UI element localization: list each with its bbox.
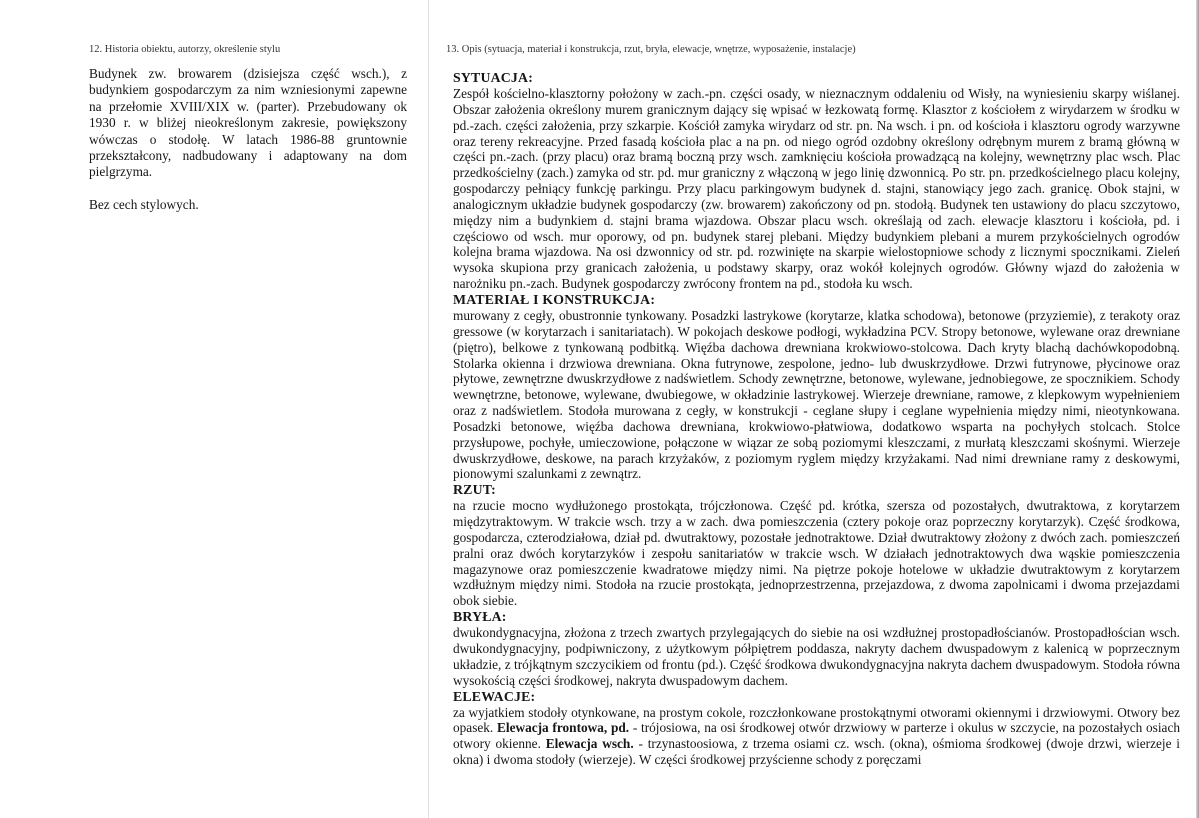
elewacja-frontowa-text: - trójosiowa, na osi środkowej otwór drzwiowy w parterze i okulus w szczycie, na pozostałych osiach otwory okienne.	[453, 720, 1181, 752]
style-paragraph: Bez cech stylowych.	[89, 196, 199, 212]
history-column	[89, 66, 407, 213]
material-heading: MATERIAŁ I KONSTRUKCJA:	[453, 291, 656, 307]
elewacja-wsch-text: - trzynastoosiowa, z trzema osiami cz. wsch. (okna), ośmioma środkowej (dwoje drzwi, wierzeje i okna) i dwoma stodoły (wierzeje). W części środkowej przyścienne schody z poręczami	[453, 736, 1181, 768]
elewacja-frontowa-label: Elewacja frontowa, pd.	[497, 720, 630, 736]
history-paragraph: Budynek zw. browarem (dzisiejsza część wsch.), z budynkiem gospodarczym za nim wzniesionymi zapewne na przełomie XVIII/XIX w. (parter). Przebudowany ok 1930 r. w bliżej nieokreślonym zakresie, powiększony wówczas o stodołę. W latach 1986-88 gruntownie przekształcony, nadbudowany i adaptowany na dom pielgrzyma.	[89, 66, 407, 180]
elewacja-wsch-label: Elewacja wsch.	[545, 736, 634, 752]
rzut-text: na rzucie mocno wydłużonego prostokąta, trójczłonowa. Część pd. krótka, szersza od pozostałych, dwutraktowa, z korytarzem międzytraktowym. W trakcie wsch. trzy a w zach. dwa pomieszczenia (cztery pokoje oraz poprzeczny korytarzyk). Część środkowa, gospodarcza, czterodziałowa, dział pd. dwutraktowy, pozostałe jednotraktowe. Dział dwutraktowy złożony z dwóch zach. pomieszczeń pralni oraz dwóch korytarzyków i zespołu sanitariatów w trakcie wsch. W działach jednotraktowych dwa wąskie pomieszczenia magazynowe oraz pomieszczenie kwadratowe między nimi. Na piętrze pokoje hotelowe w układzie dwutraktowym z korytarzem wzdłużnym między nimi. Stodoła na rzucie prostokąta, jednoprzestrzenna, przejazdowa, z dwoma zapolnicami i dwoma przejazdami obok siebie.	[453, 498, 1180, 609]
sytuacja-text: Zespół kościelno-klasztorny położony w zach.-pn. części osady, w nieznacznym oddaleniu od Wisły, na wyniesieniu skarpy wiślanej. Obszar założenia określony murem granicznym dający się wpisać w łezkowatą formę. Klasztor z kościołem z wirydarzem w środku w pd.-zach. części założenia, przy szkarpie. Kościół zamyka wirydarz od str. pn. Na wsch. i pn. od kościoła i klasztoru ogrody warzywne oraz tereny rekreacyjne. Przed fasadą kościoła plac a na pn. od niego ogród ozdobny określony odrębnym murem z bramą główną w części pn.-zach. (przy placu) oraz bramą boczną przy wsch. zamknięciu kościoła prowadzącą na kolejny, wewnętrzny plac wsch. Plac przedkościelny (zach.) zamyka od str. pd. mur graniczny z włączoną w jego linię dzwonnicą. Po str. pn. przedkościelnego placu kolejny, gospodarczy pełniący funkcję parkingu. Przy placu parkingowym budynek d. stajni, stanowiący jego zach. granicę. Obok stajni, w analogicznym układzie budynek gospodarczy (zw. browarem) zakończony od pn. stodołą. Budynek ten ustawiony do placu szczytowo, między nim a budynkiem d. stajni brama wjazdowa. Obszar placu wsch. określają od zach. elewacje klasztoru i kościoła, pd. i częściowo od wsch. mur oporowy, od pn. budynek starej plebani. Między budynkiem plebani a murem przykościelnych ogrodów kolejna brama wjazdowa. Na osi dzwonnicy od str. pd. rozwinięte na skarpie wielostopniowe schody z licznymi spocznikami. Zieleń wysoka skupiona przy granicach założenia, u podstawy skarpy, oraz wokół kolejnych ogrodów. Główny wjazd do założenia w narożniku pn.-zach. Budynek gospodarczy zwrócony frontem na pd., stodoła ku wsch.	[453, 86, 1180, 292]
bryla-text: dwukondygnacyjna, złożona z trzech zwartych przylegających do siebie na osi wzdłużnej prostopadłościanów. Prostopadłościan wsch. dwukondygnacyjny, podpiwniczony, z użytkowym półpiętrem poddasza, nakryty dachem dwuspadowym z kalenicą w poprzecznym układzie, z trójkątnym szczycikiem od frontu (pd.). Część środkowa dwukondygnacyjna nakryta dachem dwuspadowym. Stodoła równa wysokością części środkowej, nakryta dwuspadowym dachem.	[453, 625, 1180, 688]
bryla-heading: BRYŁA:	[453, 609, 507, 625]
elewacje-heading: ELEWACJE:	[453, 688, 536, 704]
history-section-heading: 12. Historia obiektu, autorzy, określenie stylu	[89, 44, 281, 55]
sytuacja-heading: SYTUACJA:	[453, 70, 533, 85]
material-text: murowany z cegły, obustronnie tynkowany. Posadzki lastrykowe (korytarze, klatka schodowa), betonowe (przyziemie), z terakoty oraz gressowe (w korytarzach i sanitariatach). W pokojach deskowe podłogi, wykładzina PCV. Stropy betonowe, wylewane oraz drewniane (piętro), belkowe z tynkowaną podbitką. Więźba dachowa drewniana krokwiowo-stolcowa. Dach kryty blachą dachówkopodobną. Stolarka okienna i drzwiowa drewniana. Okna futrynowe, zespolone, jedno- lub dwuskrzydłowe. Drzwi futrynowe, płycinowe oraz płytowe, zewnętrzne dwuskrzydłowe z nadświetlem. Schody zewnętrzne, betonowe, wylewane, jednobiegowe, ze spocznikiem. Schody wewnętrzne, betonowe, wylewane, dwubiegowe, w okładzinie lastrykowej. Wierzeje drewniane, ramowe, z klepkowym wypełnieniem oraz z nadświetlem. Stodoła murowana z cegły, w konstrukcji - ceglane słupy i ceglane wypełnienia między nimi, nieotynkowana. Posadzki betonowe, więźba dachowa drewniana, krokwiowo-płatwiowa, dodatkowo wsparta na pochyłych stolcach. Stolce przysłupowe, pochyłe, umieczowione, połączone w wiązar ze sobą poziomymi kleszczami, z murłatą kleszczami skośnymi. Wierzeje dwuskrzydłowe, deskowe, na parach krzyżaków, z poziomym ryglem między krzyżakami. Nad nimi drewniane ramy z deskowymi, pionowymi szalunkami z zewnątrz.	[453, 307, 1180, 482]
description-section-heading: 13. Opis (sytuacja, materiał i konstrukcja, rzut, bryła, elewacje, wnętrze, wyposażenie, instalacje)	[446, 44, 856, 55]
elewacje-lead: za wyjatkiem stodoły otynkowane, na prostym cokole, rozczłonkowane prostokątnymi otworami okiennymi i drzwiowymi. Otwory bez opasek.	[453, 704, 1180, 736]
page-fold	[428, 0, 429, 818]
elewacje-text	[453, 705, 1180, 768]
rzut-heading: RZUT:	[453, 482, 496, 498]
description-column	[453, 70, 1180, 768]
